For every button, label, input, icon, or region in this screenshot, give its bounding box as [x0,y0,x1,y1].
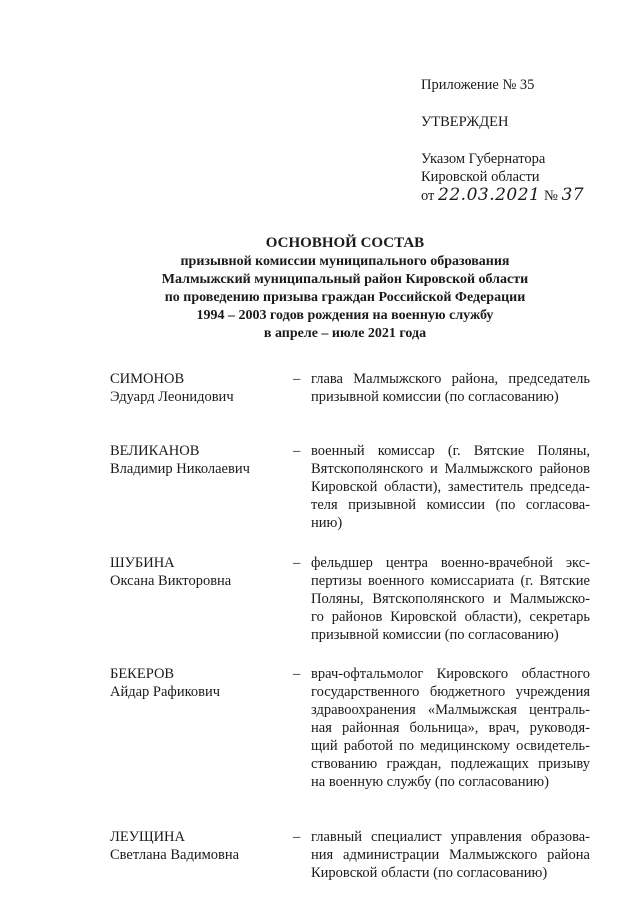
member-name [110,442,280,478]
member-given-name: Эдуард Леонидович [110,389,234,405]
approved-label: УТВЕРЖДЕН [421,114,509,130]
member-role [311,665,590,791]
member-entry [110,370,590,406]
title-line: 1994 – 2003 годов рождения на военную службу [196,308,494,323]
member-dash: – [293,555,301,571]
member-role [311,370,590,406]
title-line: Малмыжский муниципальный район Кировской области [161,272,529,287]
member-name [110,828,280,864]
member-entry [110,665,590,791]
member-surname: ВЕЛИКАНОВ [110,443,200,459]
member-name [110,554,280,590]
handwritten-number: 37 [561,185,585,205]
member-entry [110,442,590,532]
member-dash: – [293,443,301,459]
role-line: Поляны, Вятскополянского и Малмыжско- [311,591,590,607]
title-line: в апреле – июле 2021 года [263,326,427,341]
role-line: призывной комиссии (по согласованию) [311,389,559,405]
role-line: призывной комиссии (по согласованию) [311,627,559,643]
role-line: ная районная больница», врач, руководя- [311,720,590,736]
decree-line-1: Указом Губернатора [421,151,546,167]
role-line: теля призывной комиссии (по согласова- [311,497,590,513]
role-line: го районов Кировской области), секретарь [311,609,590,625]
document-title [100,234,590,343]
role-line: фельдшер центра военно-врачебной экс- [311,555,590,571]
role-line: врач-офтальмолог Кировского областного [311,666,590,682]
member-role [311,554,590,644]
member-entry [110,554,590,644]
member-surname: БЕКЕРОВ [110,666,175,682]
handwritten-date: 22.03.2021 [438,185,541,205]
role-line: Кировской области (по согласованию) [311,865,548,881]
role-line: глава Малмыжского района, председатель [311,371,590,387]
role-line: главный специалист управления образова- [311,829,590,845]
member-role [311,442,590,532]
member-dash: – [293,666,301,682]
date-prefix: от [421,188,435,204]
title-line: по проведению призыва граждан Российской Федерации [164,290,526,305]
role-line: Вятскополянского и Малмыжского районов [311,461,590,477]
role-line: Кировской области), заместитель председа- [311,479,590,495]
title-line: призывной комиссии муниципального образования [180,254,510,269]
member-given-name: Оксана Викторовна [110,573,232,589]
decree-date-line [421,186,584,205]
role-line: нию) [311,515,343,531]
member-dash: – [293,371,301,387]
approval-block [421,76,584,205]
role-line: пертизы военного комиссариата (г. Вятские [311,573,590,589]
member-dash: – [293,829,301,845]
member-name [110,370,280,406]
member-role [311,828,590,882]
member-surname: ЛЕУЩИНА [110,829,185,845]
member-surname: СИМОНОВ [110,371,185,387]
role-line: щий работой по медицинскому освидетель- [311,738,590,754]
role-line: ствованию граждан, подлежащих призыву [311,756,590,772]
appendix-number: Приложение № 35 [421,77,535,93]
member-given-name: Айдар Рафикович [110,684,221,700]
role-line: военный комиссар (г. Вятские Поляны, [311,443,590,459]
member-name [110,665,280,701]
member-given-name: Владимир Николаевич [110,461,250,477]
decree-line-2: Кировской области [421,169,540,185]
role-line: на военную службу (по согласованию) [311,774,549,790]
role-line: ния администрации Малмыжского района [311,847,590,863]
role-line: государственного бюджетного учреждения [311,684,590,700]
number-prefix: № [544,188,558,204]
members-list [110,370,590,882]
member-entry [110,828,590,882]
member-given-name: Светлана Вадимовна [110,847,240,863]
member-surname: ШУБИНА [110,555,175,571]
role-line: здравоохранения «Малмыжская централь- [311,702,590,718]
title-main: ОСНОВНОЙ СОСТАВ [265,235,425,251]
